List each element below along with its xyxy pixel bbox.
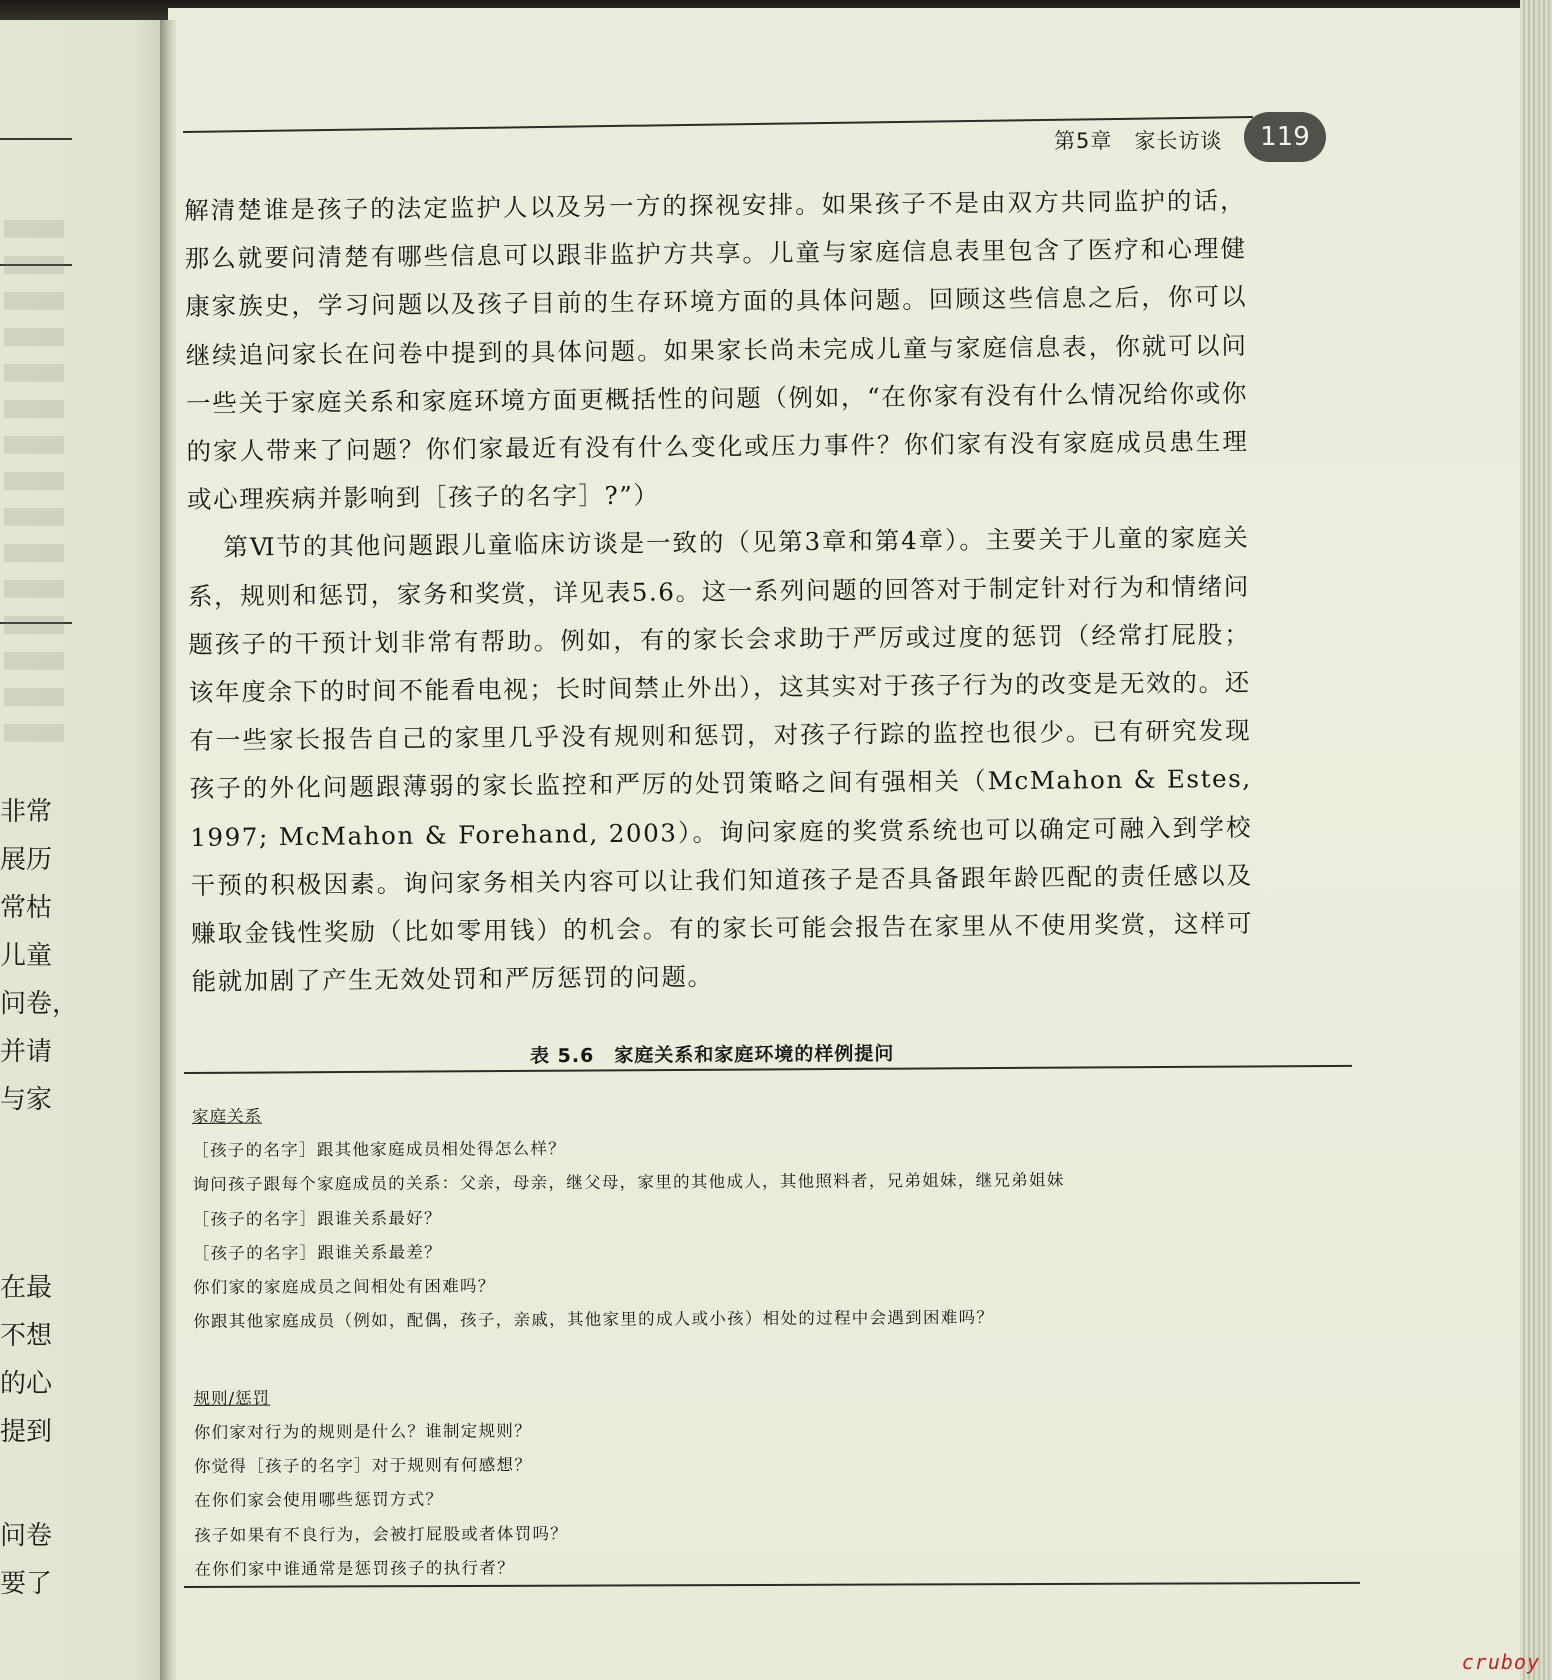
table-item: ［孩子的名字］跟其他家庭成员相处得怎么样？ [192, 1139, 567, 1160]
table-item: 你跟其他家庭成员（例如，配偶，孩子，亲戚，其他家里的成人或小孩）相处的过程中会遇到困难吗？ [193, 1308, 995, 1332]
left-fragment: 不想 [0, 1321, 53, 1351]
left-fragment: 儿童 [0, 941, 53, 971]
left-fragment: 并请 [0, 1037, 53, 1067]
table-item: 你觉得［孩子的名字］对于规则有何感想？ [193, 1455, 533, 1477]
table-section-family-relations [192, 1094, 1333, 1340]
running-head: 第5章 家长访谈 [1054, 129, 1223, 153]
table-section-heading: 规则/惩罚 [193, 1388, 271, 1408]
left-page [0, 20, 168, 1680]
left-fragment: 展历 [0, 845, 53, 875]
table-item: ［孩子的名字］跟谁关系最好？ [192, 1208, 442, 1229]
table-section-rules-punishment [193, 1376, 1334, 1587]
left-fragment: 问卷 [0, 1521, 53, 1551]
left-fragment: 非常 [0, 797, 53, 827]
table-item: 询问孩子跟每个家庭成员的关系：父亲，母亲，继父母，家里的其他成人，其他照料者，兄弟姐妹，继兄弟姐妹 [192, 1170, 1065, 1195]
left-fragment: 要了 [0, 1569, 53, 1599]
watermark: cruboy [1461, 1650, 1540, 1674]
table-caption: 表 5.6 家庭关系和家庭环境的样例提问 [529, 1042, 895, 1068]
left-page-text-block-1 [0, 788, 168, 1124]
page-number-badge: 119 [1244, 112, 1326, 162]
body-paragraph: 解清楚谁是孩子的法定监护人以及另一方的探视安排。如果孩子不是由双方共同监护的话，那么就要问清楚有哪些信息可以跟非监护方共享。儿童与家庭信息表里包含了医疗和心理健康家族史，学习问题以及孩子目前的生存环境方面的具体问题。回顾这些信息之后，你可以继续追问家长在问卷中提到的具体问题。如果家长尚未完成儿童与家庭信息表，你就可以问一些关于家庭关系和家庭环境方面更概括性的问题（例如，“在你家有没有什么情况给你或你的家人带来了问题？你们家最近有没有什么变化或压力事件？你们家有没有家庭成员患生理或心理疾病并影响到［孩子的名字］?”） [184, 185, 1249, 515]
left-page-text-block-3 [0, 1512, 168, 1608]
left-page-rule [0, 138, 72, 140]
left-fragment: 与家 [0, 1085, 53, 1115]
left-page-text-block-2 [0, 1264, 168, 1456]
body-paragraph: 第Ⅵ节的其他问题跟儿童临床访谈是一致的（见第3章和第4章）。主要关于儿童的家庭关系，规则和惩罚，家务和奖赏，详见表5.6。这一系列问题的回答对于制定针对行为和情绪问题孩子的干预计划非常有帮助。例如，有的家长会求助于严厉或过度的惩罚（经常打屁股；该年度余下的时间不能看电视；长时间禁止外出），这其实对于孩子行为的改变是无效的。还有一些家长报告自己的家里几乎没有规则和惩罚，对孩子行踪的监控也很少。已有研究发现孩子的外化问题跟薄弱的家长监控和严厉的处罚策略之间有强相关（McMahon & Estes, 1997; McMahon & Forehand, 2003）。询问家庭的奖赏系统也可以确定可融入到学校干预的积极因素。询问家务相关内容可以让我们知道孩子是否具备跟年龄匹配的责任感以及赚取金钱性奖励（比如零用钱）的机会。有的家长可能会报告在家里从不使用奖赏，这样可能就加剧了产生无效处罚和严厉惩罚的问题。 [187, 523, 1254, 997]
left-page-faint-text [4, 220, 64, 760]
table-item: ［孩子的名字］跟谁关系最差？ [192, 1242, 443, 1263]
page-fore-edge [1520, 0, 1552, 1680]
table-section-heading: 家庭关系 [192, 1106, 263, 1126]
left-fragment: 的心 [0, 1369, 53, 1399]
left-fragment: 问卷， [0, 989, 79, 1019]
table-item: 孩子如果有不良行为，会被打屁股或者体罚吗？ [194, 1523, 569, 1545]
book-gutter [160, 20, 176, 1680]
table-body [192, 1094, 1335, 1587]
left-fragment: 在最 [0, 1273, 53, 1303]
body-text [184, 177, 1254, 1007]
table-item: 在你们家会使用哪些惩罚方式？ [194, 1490, 444, 1511]
table-item: 在你们家中谁通常是惩罚孩子的执行者？ [194, 1558, 515, 1579]
table-item: 你们家对行为的规则是什么？谁制定规则？ [193, 1421, 532, 1442]
left-fragment: 提到 [0, 1417, 53, 1447]
left-fragment: 常枯 [0, 893, 53, 923]
table-item: 你们家的家庭成员之间相处有困难吗？ [192, 1276, 496, 1298]
